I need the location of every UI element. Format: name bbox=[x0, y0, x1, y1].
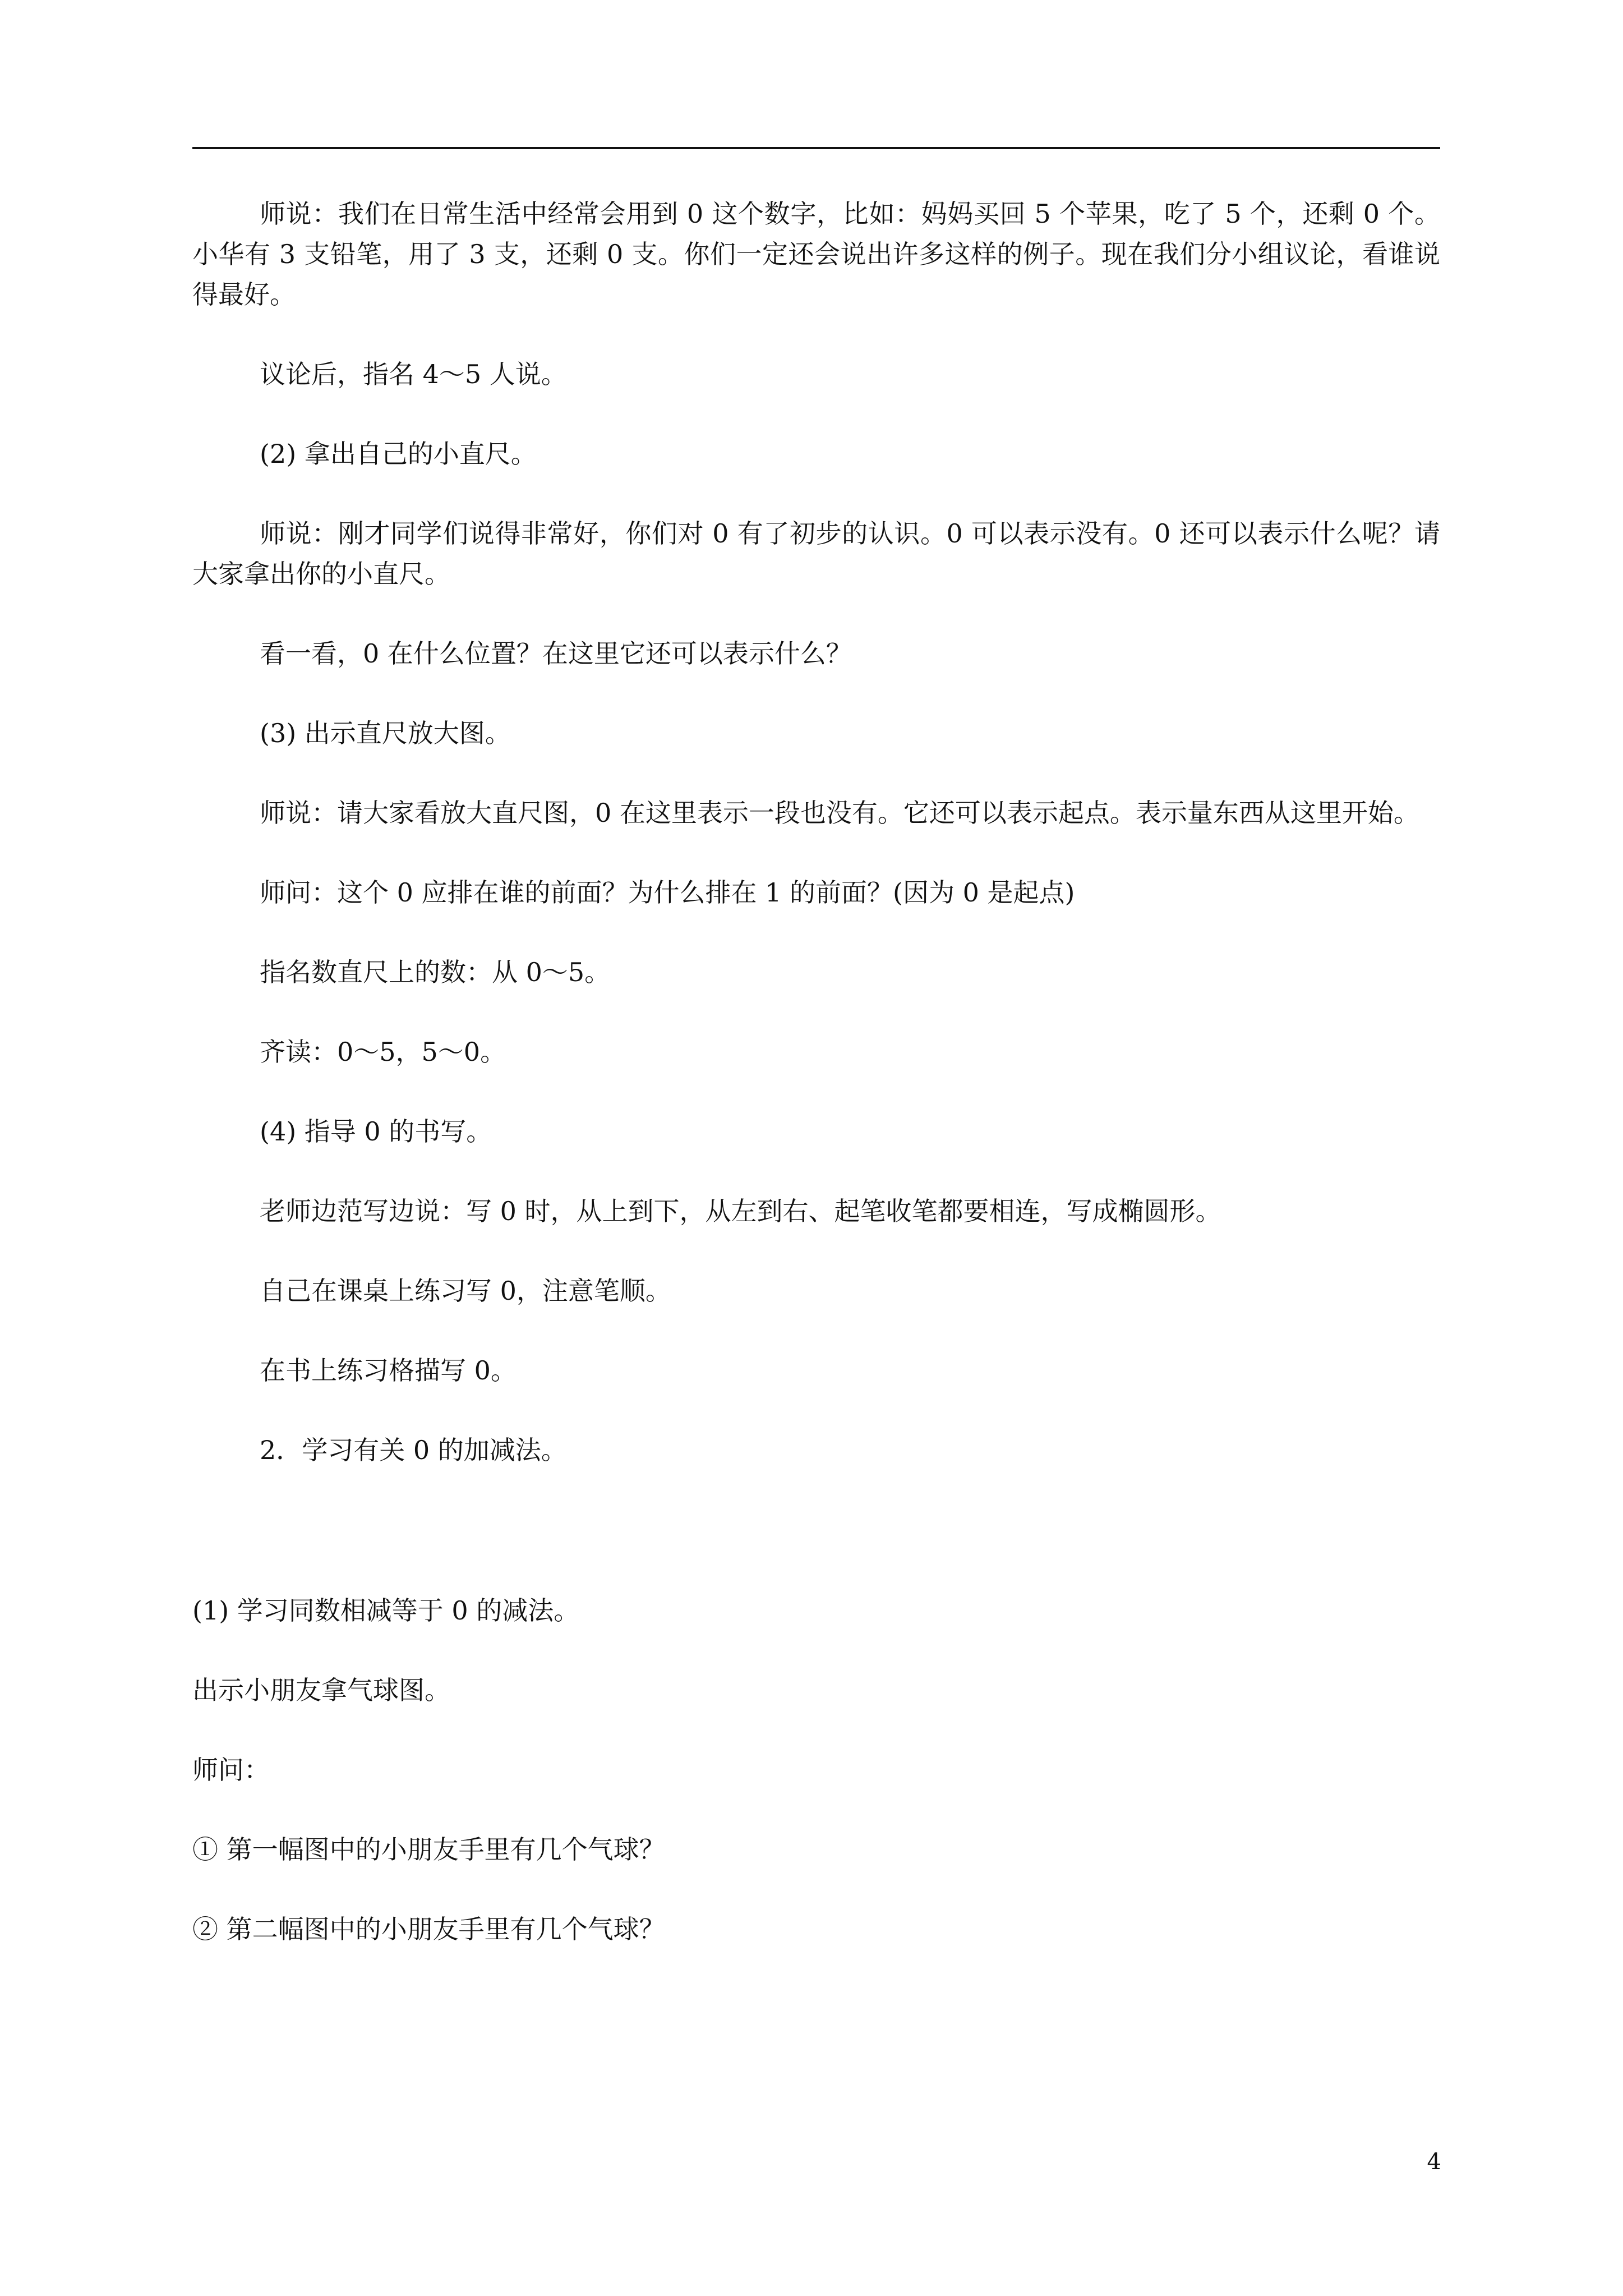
paragraph: 师说：请大家看放大直尺图，0 在这里表示一段也没有。它还可以表示起点。表示量东西从这里开始。 bbox=[260, 798, 1419, 828]
paragraph: 议论后，指名 4～5 人说。 bbox=[260, 359, 567, 389]
paragraph: 师说：刚才同学们说得非常好，你们对 0 有了初步的认识。0 可以表示没有。0 还可以表示什么呢？请大家拿出你的小直尺。 bbox=[192, 518, 1440, 589]
paragraph: 师说：我们在日常生活中经常会用到 0 这个数字，比如：妈妈买回 5 个苹果，吃了 5 个，还剩 0 个。小华有 3 支铅笔，用了 3 支，还剩 0 支。你们一定还会说出许多这样的例子。现在我们分小组议论，看谁说得最好。 bbox=[192, 199, 1440, 310]
paragraph: (2) 拿出自己的小直尺。 bbox=[260, 439, 537, 469]
paragraph: 在书上练习格描写 0。 bbox=[260, 1355, 517, 1386]
paragraph: (3) 出示直尺放大图。 bbox=[260, 718, 511, 748]
page-number: 4 bbox=[1427, 2149, 1441, 2175]
spacer bbox=[192, 1510, 1440, 1590]
paragraph: 看一看，0 在什么位置？在这里它还可以表示什么？ bbox=[260, 638, 852, 669]
paragraph: 师问： bbox=[192, 1755, 270, 1785]
section-heading: 2．学习有关 0 的加减法。 bbox=[260, 1435, 567, 1465]
list-item: ② 第二幅图中的小朋友手里有几个气球？ bbox=[192, 1914, 665, 1944]
header-rule bbox=[192, 147, 1440, 149]
list-item: ① 第一幅图中的小朋友手里有几个气球？ bbox=[192, 1834, 665, 1865]
paragraph: 自己在课桌上练习写 0，注意笔顺。 bbox=[260, 1276, 671, 1306]
page-content bbox=[192, 194, 1440, 1989]
subsection-heading: (1) 学习同数相减等于 0 的减法。 bbox=[192, 1595, 580, 1626]
paragraph: 出示小朋友拿气球图。 bbox=[192, 1675, 450, 1705]
paragraph: (4) 指导 0 的书写。 bbox=[260, 1116, 492, 1147]
paragraph: 齐读：0～5，5～0。 bbox=[260, 1037, 506, 1067]
paragraph: 指名数直尺上的数：从 0～5。 bbox=[260, 957, 611, 987]
paragraph: 师问：这个 0 应排在谁的前面？为什么排在 1 的前面？(因为 0 是起点) bbox=[260, 877, 1075, 908]
paragraph: 老师边范写边说：写 0 时，从上到下，从左到右、起笔收笔都要相连，写成椭圆形。 bbox=[260, 1196, 1221, 1226]
